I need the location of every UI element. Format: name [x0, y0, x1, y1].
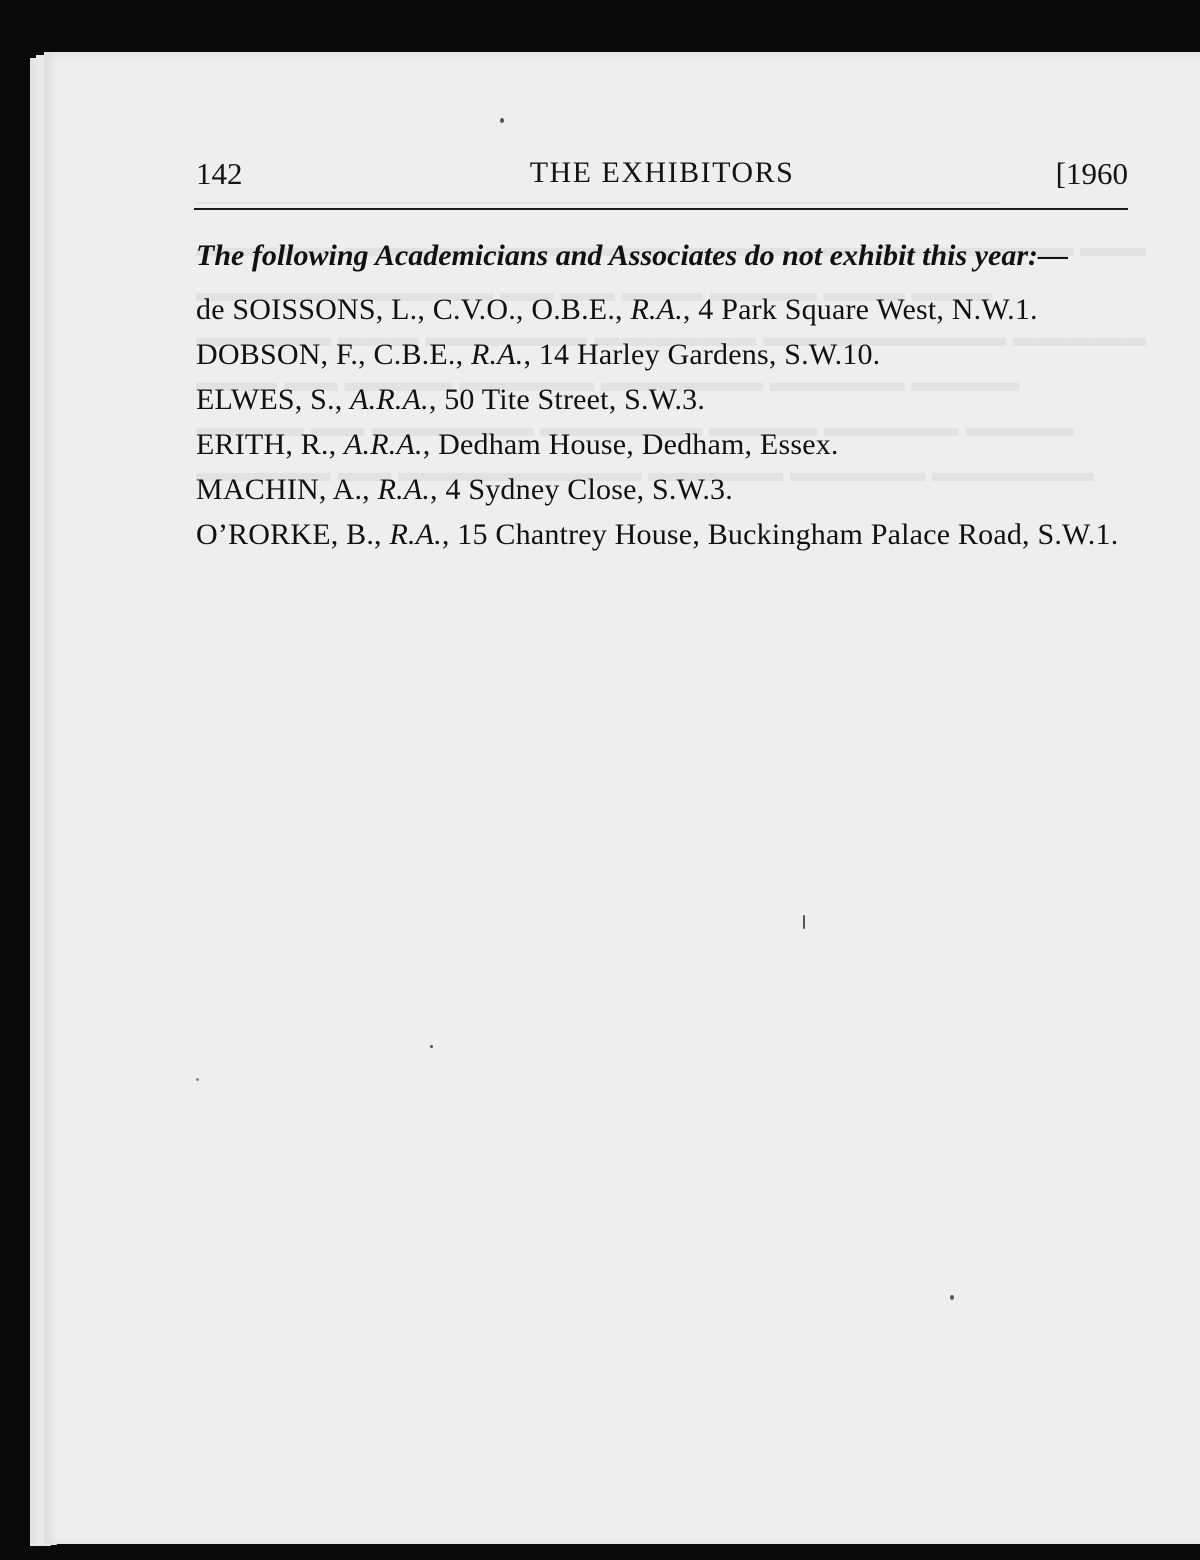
paper-speck: [430, 1045, 433, 1048]
paper-speck: [500, 118, 504, 123]
entry-honour: R.A.: [471, 338, 524, 371]
paper-speck: [950, 1295, 954, 1300]
running-header: [196, 156, 1128, 196]
intro-text: The following Academicians and Associates do not exhibit this year:—: [196, 239, 1068, 272]
header-rule: [194, 208, 1128, 210]
entry-honour: A.R.A.: [350, 383, 429, 416]
exhibitor-entry: [196, 473, 1128, 506]
entry-name: O’RORKE, B.,: [196, 518, 382, 551]
entry-honour: R.A.: [630, 293, 683, 326]
paper-speck: [196, 1078, 199, 1081]
entry-honour: R.A.: [377, 473, 431, 506]
exhibitor-entry: [196, 293, 1128, 326]
running-title: THE EXHIBITORS: [529, 156, 795, 189]
exhibitor-entry: [196, 383, 1128, 416]
entry-address: , 4 Park Square West, N.W.1.: [682, 293, 1038, 326]
entry-name: DOBSON, F., C.B.E.,: [196, 338, 464, 371]
entry-name: de SOISSONS, L., C.V.O., O.B.E.,: [196, 293, 623, 326]
entry-honour: A.R.A.: [344, 428, 423, 461]
exhibitor-entry: [196, 428, 1128, 461]
exhibitor-entry: [196, 518, 1128, 551]
entry-name: ELWES, S.,: [196, 383, 343, 416]
entry-honour: R.A.: [389, 518, 442, 551]
entry-address: , Dedham House, Dedham, Essex.: [422, 428, 839, 461]
entry-name: MACHIN, A.,: [196, 473, 370, 506]
header-year: [1960: [1055, 156, 1128, 191]
entry-address: , 50 Tite Street, S.W.3.: [428, 383, 706, 416]
exhibitor-entry: [196, 338, 1128, 371]
entry-name: ERITH, R.,: [196, 428, 337, 461]
paper-speck: [803, 915, 805, 929]
entry-address: , 4 Sydney Close, S.W.3.: [430, 473, 733, 506]
entry-address: , 15 Chantrey House, Buckingham Palace Road, S.W.1.: [441, 518, 1119, 551]
page-body: [196, 238, 1128, 563]
entry-address: , 14 Harley Gardens, S.W.10.: [523, 338, 881, 371]
page-number: 142: [196, 156, 243, 191]
